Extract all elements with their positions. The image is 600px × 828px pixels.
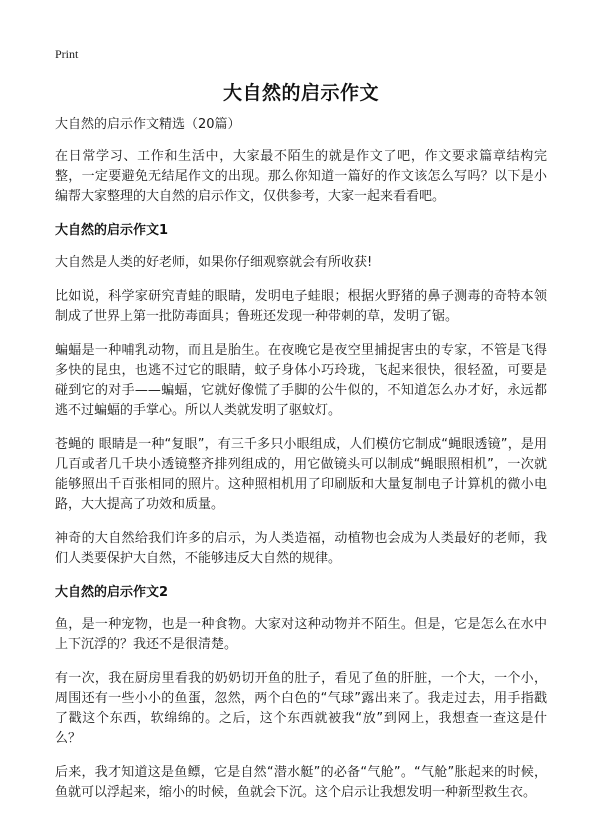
section-heading: 大自然的启示作文2 [55, 585, 169, 600]
article [55, 78, 547, 817]
article-subtitle: 大自然的启示作文精选（20篇） [55, 117, 241, 132]
page-title: 大自然的启示作文 [222, 82, 379, 104]
paragraph: 大自然是人类的好老师，如果你仔细观察就会有所收获! [55, 255, 373, 270]
intro-paragraph: 在日常学习、工作和生活中，大家最不陌生的就是作文了吧，作文要求篇章结构完整，一定要避免无结尾作文的出现。那么你知道一篇好的作文该怎么写吗？以下是小编帮大家整理的大自然的启示作文，仅供参考，大家一起来看看吧。 [55, 149, 547, 204]
paragraph: 后来，我才知道这是鱼鳔，它是自然“潜水艇”的必备“气舱”。“气舱”胀起来的时候，鱼就可以浮起来，缩小的时候，鱼就会下沉。这个启示让我想发明一种新型救生衣。 [55, 765, 547, 800]
paragraph: 蝙蝠是一种哺乳动物，而且是胎生。在夜晚它是夜空里捕捉害虫的专家，不管是飞得多快的昆虫，也逃不过它的眼睛，蚊子身体小巧玲珑，飞起来很快，很轻盈，可要是碰到它的对手——蝙蝠，它就好像慌了手脚的公牛似的，不知道怎么办才好，永远都逃不过蝙蝠的手掌心。所以人类就发明了驱蚊灯。 [55, 343, 547, 418]
paragraph: 鱼，是一种宠物，也是一种食物。大家对这种动物并不陌生。但是，它是怎么在水中上下沉浮的？我还不是很清楚。 [55, 617, 547, 652]
print-link[interactable]: Print [55, 47, 79, 61]
paragraph: 苍蝇的 眼睛是一种“复眼”，有三千多只小眼组成，人们模仿它制成“蝇眼透镜”，是用几百或者几千块小透镜整齐排列组成的，用它做镜头可以制成“蝇眼照相机”，一次就能够照出千百张相同的照片。这种照相机用了印刷版和大量复制电子计算机的微小电路，大大提高了功效和质量。 [55, 437, 547, 512]
paragraph: 有一次，我在厨房里看我的奶奶切开鱼的肚子，看见了鱼的肝脏，一个大，一个小，周围还有一些小小的鱼蛋，忽然，两个白色的“气球”露出来了。我走过去，用手指戳了戳这个东西，软绵绵的。之后，这个东西就被我“放”到网上，我想查一查这是什么？ [55, 671, 547, 746]
paragraph: 神奇的大自然给我们许多的启示，为人类造福，动植物也会成为人类最好的老师，我们人类要保护大自然，不能够违反大自然的规律。 [55, 531, 547, 566]
section-heading: 大自然的启示作文1 [55, 223, 169, 238]
paragraph: 比如说，科学家研究青蛙的眼睛，发明电子蛙眼；根据火野猪的鼻子测毒的奇特本领制成了世界上第一批防毒面具；鲁班还发现一种带刺的草，发明了锯。 [55, 289, 547, 324]
